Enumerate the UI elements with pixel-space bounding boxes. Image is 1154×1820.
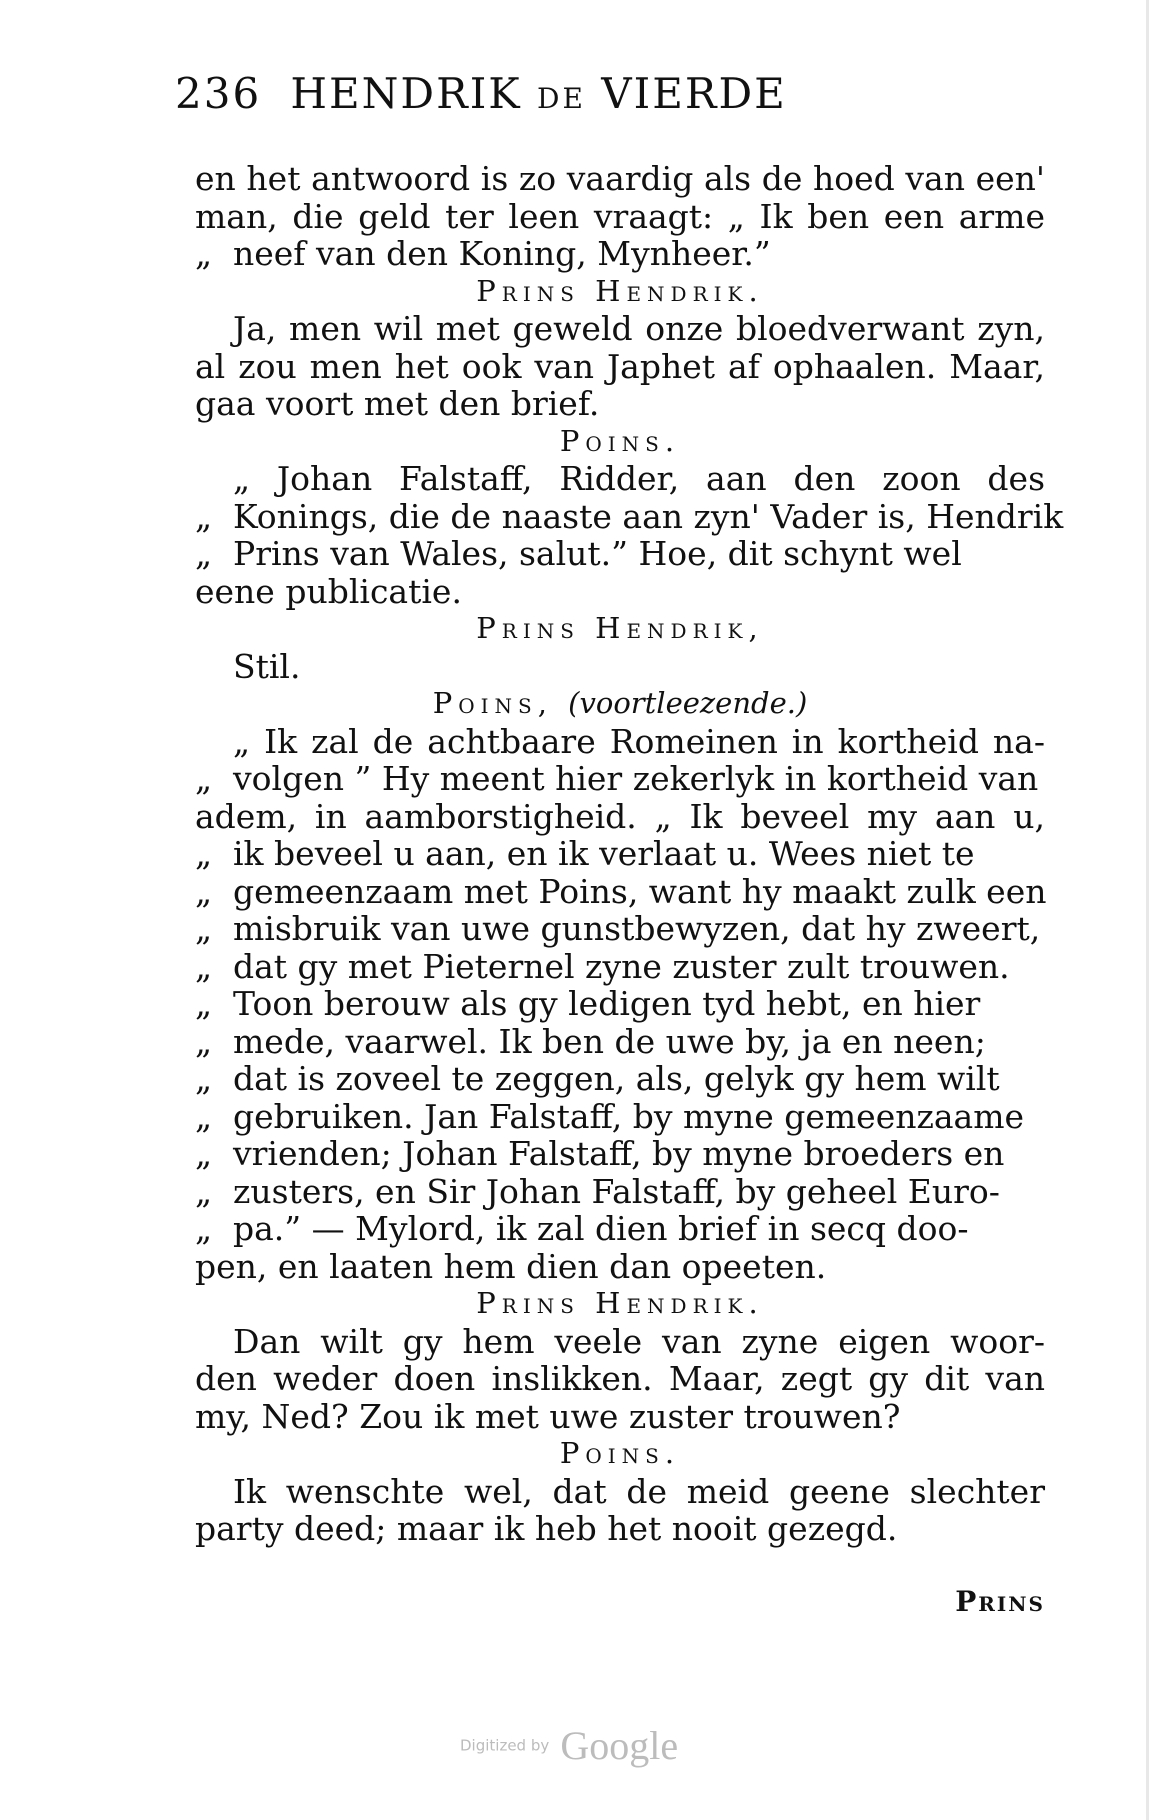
text-line — [195, 496, 1064, 536]
watermark-prefix: Digitized by — [460, 1736, 550, 1755]
text-line: eene publicatie. — [195, 571, 462, 611]
quote-mark: „ — [195, 1134, 213, 1173]
text-line-content: pa.” — Mylord, ik zal dien brief in secq doo- — [233, 1209, 969, 1248]
text-line-content: vrienden; Johan Falstaff, by myne broeders en — [233, 1134, 1005, 1173]
quote-mark: „ — [195, 984, 213, 1023]
text-line: man, die geld ter leen vraagt: „ Ik ben een arme — [195, 196, 1045, 236]
quote-mark: „ — [195, 534, 213, 573]
page-number: 236 — [175, 69, 262, 118]
text-line-content: dat gy met Pieternel zyne zuster zult trouwen. — [233, 946, 1010, 986]
text-line — [195, 760, 1045, 798]
quote-mark: „ — [195, 496, 213, 536]
text-line: al zou men het ook van Japhet af ophaalen. Maar, — [195, 346, 1045, 386]
quote-mark: „ — [195, 759, 213, 798]
page-edge — [1146, 0, 1149, 1820]
body-text — [195, 159, 1064, 1548]
text-line: den weder doen inslikken. Maar, zegt gy dit van — [195, 1359, 1045, 1398]
text-line — [195, 1098, 1045, 1136]
running-title-word2: DE — [537, 82, 586, 115]
speaker-heading: Prins Hendrik, — [476, 611, 764, 645]
running-title-word3: VIERDE — [601, 69, 787, 118]
quote-mark: „ — [195, 1021, 213, 1061]
quote-mark: „ — [195, 234, 213, 273]
text-line-content: gemeenzaam met Poins, want hy maakt zulk een — [233, 871, 1047, 911]
catchword: Prins — [955, 1585, 1045, 1618]
text-line — [195, 1173, 1045, 1211]
quote-mark: „ — [195, 834, 213, 873]
text-line: en het antwoord is zo vaardig als de hoed van een' — [195, 159, 1045, 198]
text-line-content: mede, vaarwel. Ik ben de uwe by, ja en neen; — [233, 1021, 986, 1061]
speaker-heading — [195, 685, 1045, 723]
quote-mark: „ — [195, 1096, 213, 1136]
text-line: Stil. — [233, 646, 301, 686]
speaker-heading: Prins Hendrik. — [476, 273, 764, 308]
quote-mark: „ — [195, 1171, 213, 1211]
stage-direction: (voortleezende.) — [568, 686, 808, 720]
text-line-content: Konings, die de naaste aan zyn' Vader is, Hendrik — [233, 496, 1064, 536]
speaker-heading: Prins Hendrik. — [476, 1286, 764, 1320]
digitizer-watermark — [460, 1722, 760, 1772]
quote-mark: „ — [195, 1209, 213, 1248]
quote-mark: „ — [195, 871, 213, 911]
text-line: Ja, men wil met geweld onze bloedverwant zyn, — [233, 309, 1045, 348]
text-line: party deed; maar ik heb het nooit gezegd. — [195, 1509, 898, 1548]
text-line — [195, 1023, 1045, 1061]
text-line: Dan wilt gy hem veele van zyne eigen woor- — [233, 1321, 1045, 1361]
text-line: „ Ik zal de achtbaare Romeinen in kortheid na- — [233, 721, 1045, 761]
text-line: „ Johan Falstaff, Ridder, aan den zoon des — [233, 459, 1045, 498]
watermark-logo: Google — [560, 1723, 679, 1768]
text-line — [195, 835, 1045, 873]
running-title-word1: HENDRIK — [290, 69, 522, 118]
text-line — [195, 985, 1045, 1023]
text-line: Ik wenschte wel, dat de meid geene slechter — [233, 1471, 1045, 1511]
text-line — [195, 1135, 1045, 1173]
text-line-content: gebruiken. Jan Falstaff, by myne gemeenzaame — [233, 1096, 1025, 1136]
speaker-name: Poins, — [432, 686, 553, 720]
text-line — [195, 1060, 1045, 1098]
running-title — [290, 64, 786, 129]
text-line-content: ik beveel u aan, en ik verlaat u. Wees niet te — [233, 834, 975, 873]
text-line: gaa voort met den brief. — [195, 384, 600, 423]
text-line — [195, 1210, 1045, 1248]
text-line: adem, in aamborstigheid. „ Ik beveel my aan u, — [195, 796, 1045, 836]
quote-mark: „ — [195, 909, 213, 948]
text-line-content: Prins van Wales, salut.” Hoe, dit schynt wel — [233, 534, 962, 573]
text-line — [195, 873, 1045, 911]
speaker-heading: Poins. — [559, 423, 681, 458]
text-line — [195, 235, 1045, 273]
text-line-content: neef van den Koning, Mynheer.” — [233, 234, 771, 273]
text-line — [195, 948, 1045, 986]
text-line: pen, en laaten hem dien dan opeeten. — [195, 1246, 827, 1286]
text-line: my, Ned? Zou ik met uwe zuster trouwen? — [195, 1396, 901, 1436]
text-line — [195, 910, 1045, 948]
text-line-content: misbruik van uwe gunstbewyzen, dat hy zweert, — [233, 909, 1041, 948]
text-line-content: Toon berouw als gy ledigen tyd hebt, en hier — [233, 984, 981, 1023]
text-line-content: zusters, en Sir Johan Falstaff, by geheel Euro- — [233, 1171, 1000, 1211]
text-line-content: dat is zoveel te zeggen, als, gelyk gy hem wilt — [233, 1059, 1000, 1098]
text-line — [195, 535, 1045, 573]
text-line-content: volgen ” Hy meent hier zekerlyk in kortheid van — [233, 759, 1039, 798]
running-header — [175, 64, 875, 124]
quote-mark: „ — [195, 1059, 213, 1098]
speaker-heading: Poins. — [559, 1436, 681, 1470]
quote-mark: „ — [195, 946, 213, 986]
